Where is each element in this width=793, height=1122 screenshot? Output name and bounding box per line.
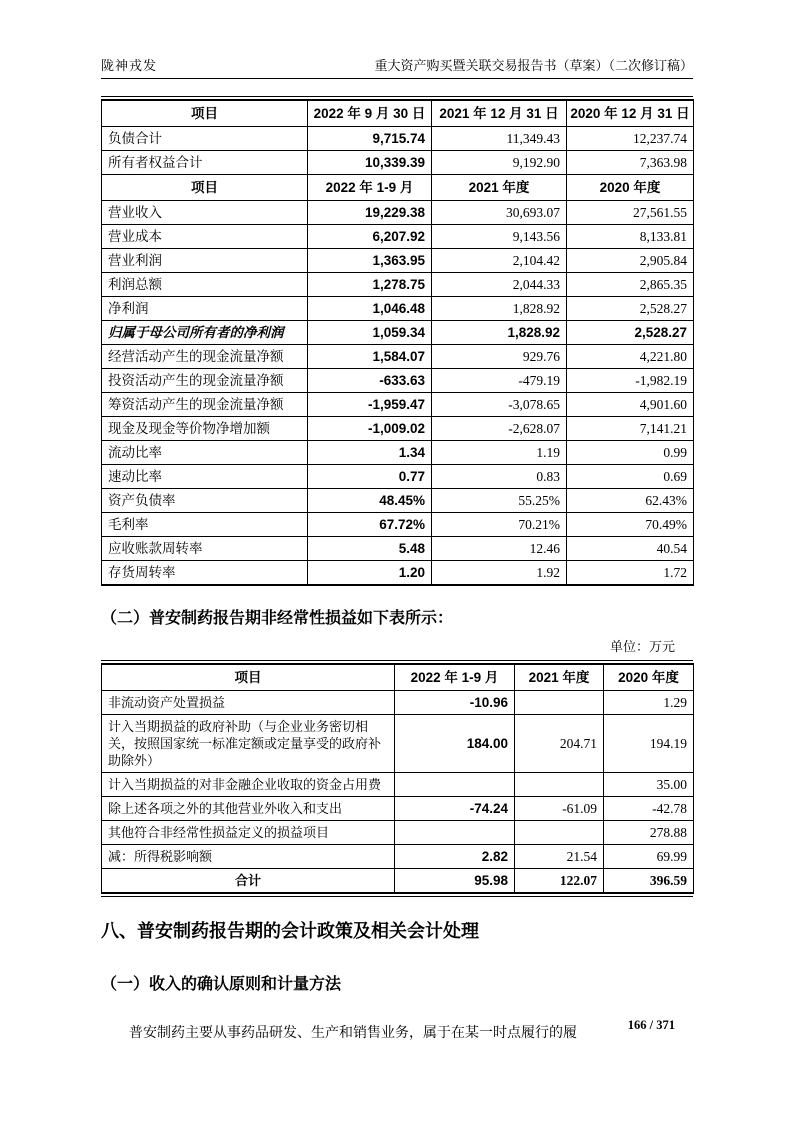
row-label: 营业利润: [102, 249, 308, 273]
value-2020: -42.78: [604, 797, 694, 821]
page-content: [101, 0, 693, 1045]
financial-summary-table: [101, 99, 694, 586]
value-2022: 1.34: [308, 441, 432, 465]
financial-summary-table-wrap: [101, 96, 693, 586]
value-2021: 1.19: [432, 441, 567, 465]
value-2020: 0.69: [567, 465, 694, 489]
table-row: [102, 441, 694, 465]
column-header-period-2020: 2020 年度: [604, 664, 694, 691]
row-label: 筹资活动产生的现金流量净额: [102, 393, 308, 417]
table-row: [102, 845, 694, 869]
page-number: 166 / 371: [627, 1018, 675, 1032]
value-2020: 2,528.27: [567, 321, 694, 345]
nonrecurring-table-wrap: [101, 660, 693, 897]
row-label: 非流动资产处置损益: [102, 691, 395, 715]
table-row: [102, 369, 694, 393]
value-2021: 70.21%: [432, 513, 567, 537]
income-header-row: [102, 175, 694, 201]
value-2022: 5.48: [308, 537, 432, 561]
value-2020: 70.49%: [567, 513, 694, 537]
value-2021: 9,143.56: [432, 225, 567, 249]
value-2022: 19,229.38: [308, 201, 432, 225]
row-label: 所有者权益合计: [102, 151, 308, 175]
value-2021: -2,628.07: [432, 417, 567, 441]
value-2020: 7,363.98: [567, 151, 694, 175]
column-header-date-2020: 2020 年 12 月 31 日: [567, 100, 694, 127]
value-2022: 1,584.07: [308, 345, 432, 369]
value-2022: -1,959.47: [308, 393, 432, 417]
value-2022: 1,046.48: [308, 297, 432, 321]
value-2022: 6,207.92: [308, 225, 432, 249]
column-header-period-2022: 2022 年 1-9 月: [395, 664, 515, 691]
table-row: [102, 561, 694, 586]
table-row: [102, 513, 694, 537]
row-label: 除上述各项之外的其他营业外收入和支出: [102, 797, 395, 821]
table-row: [102, 201, 694, 225]
value-2021: 1,828.92: [432, 321, 567, 345]
row-label: 速动比率: [102, 465, 308, 489]
table-row: [102, 297, 694, 321]
value-2020: 278.88: [604, 821, 694, 845]
row-label: 资产负债率: [102, 489, 308, 513]
value-2020: 4,221.80: [567, 345, 694, 369]
value-2020: 1.72: [567, 561, 694, 586]
row-label: 营业收入: [102, 201, 308, 225]
parent-net-profit-row: [102, 321, 694, 345]
value-2020: 194.19: [604, 715, 694, 773]
table-row: [102, 537, 694, 561]
value-2020: 40.54: [567, 537, 694, 561]
value-2020: 35.00: [604, 773, 694, 797]
row-label: 应收账款周转率: [102, 537, 308, 561]
value-2020: 62.43%: [567, 489, 694, 513]
section-heading-revenue-recognition: （一）收入的确认原则和计量方法: [101, 976, 342, 993]
table-row: [102, 393, 694, 417]
table-row: [102, 273, 694, 297]
row-label: 其他符合非经常性损益定义的损益项目: [102, 821, 395, 845]
table-row: [102, 465, 694, 489]
value-2021: 2,044.33: [432, 273, 567, 297]
value-2022: 0.77: [308, 465, 432, 489]
value-2021: 21.54: [515, 845, 604, 869]
row-label: 毛利率: [102, 513, 308, 537]
row-label: 存货周转率: [102, 561, 308, 586]
value-2021: 2,104.42: [432, 249, 567, 273]
total-row: [102, 869, 694, 894]
value-2022: [395, 821, 515, 845]
balance-header-row: [102, 100, 694, 127]
body-paragraph: 普安制药主要从事药品研发、生产和销售业务，属于在某一时点履行的履: [129, 1026, 577, 1041]
column-header-item: 项目: [102, 175, 308, 201]
document-title: 重大资产购买暨关联交易报告书（草案）（二次修订稿）: [374, 58, 693, 73]
table-row: [102, 691, 694, 715]
value-2022: 48.45%: [308, 489, 432, 513]
column-header-period-2021: 2021 年度: [432, 175, 567, 201]
column-header-date-2022: 2022 年 9 月 30 日: [308, 100, 432, 127]
value-2021: 30,693.07: [432, 201, 567, 225]
value-2021: 204.71: [515, 715, 604, 773]
value-2021: [515, 691, 604, 715]
value-2020: 27,561.55: [567, 201, 694, 225]
value-2021: 55.25%: [432, 489, 567, 513]
column-header-item: 项目: [102, 664, 395, 691]
row-label: 减：所得税影响额: [102, 845, 395, 869]
value-2020: 12,237.74: [567, 127, 694, 151]
total-label: 合计: [102, 869, 395, 894]
value-2020: 4,901.60: [567, 393, 694, 417]
value-2021: 9,192.90: [432, 151, 567, 175]
value-2021: 1.92: [432, 561, 567, 586]
table-row: [102, 773, 694, 797]
row-label: 经营活动产生的现金流量净额: [102, 345, 308, 369]
value-2021: 929.76: [432, 345, 567, 369]
value-2022: -10.96: [395, 691, 515, 715]
column-header-period-2021: 2021 年度: [515, 664, 604, 691]
value-2021: -3,078.65: [432, 393, 567, 417]
column-header-period-2020: 2020 年度: [567, 175, 694, 201]
value-2022: 1.20: [308, 561, 432, 586]
nonrecurring-table: [101, 663, 694, 894]
row-label: 净利润: [102, 297, 308, 321]
value-2021: 1,828.92: [432, 297, 567, 321]
row-label: 现金及现金等价物净增加额: [102, 417, 308, 441]
value-2020: -1,982.19: [567, 369, 694, 393]
section-heading-nonrecurring: （二）普安制药报告期非经常性损益如下表所示：: [101, 610, 454, 627]
row-label: 利润总额: [102, 273, 308, 297]
value-2020: 8,133.81: [567, 225, 694, 249]
value-2021: -61.09: [515, 797, 604, 821]
value-2022: 9,715.74: [308, 127, 432, 151]
table-row: [102, 151, 694, 175]
value-2022: 184.00: [395, 715, 515, 773]
value-2021: 12.46: [432, 537, 567, 561]
company-name: 陇神戎发: [101, 58, 158, 73]
value-2020: 1.29: [604, 691, 694, 715]
value-2021: 0.83: [432, 465, 567, 489]
table-row: [102, 345, 694, 369]
table-row: [102, 821, 694, 845]
value-2021: [515, 821, 604, 845]
value-2022: 1,059.34: [308, 321, 432, 345]
value-2020: 69.99: [604, 845, 694, 869]
value-2022: 1,278.75: [308, 273, 432, 297]
table-row: [102, 127, 694, 151]
value-2022: 1,363.95: [308, 249, 432, 273]
value-2021: 122.07: [515, 869, 604, 894]
value-2020: 0.99: [567, 441, 694, 465]
row-label: 投资活动产生的现金流量净额: [102, 369, 308, 393]
running-header: [101, 0, 693, 79]
row-label: 营业成本: [102, 225, 308, 249]
column-header-date-2021: 2021 年 12 月 31 日: [432, 100, 567, 127]
value-2022: -633.63: [308, 369, 432, 393]
value-2020: 2,905.84: [567, 249, 694, 273]
table-row: [102, 249, 694, 273]
table-row: [102, 225, 694, 249]
table-row: [102, 417, 694, 441]
value-2022: 2.82: [395, 845, 515, 869]
value-2022: 67.72%: [308, 513, 432, 537]
row-label: 计入当期损益的政府补助（与企业业务密切相关，按照国家统一标准定额或定量享受的政府补助除外）: [102, 715, 395, 773]
row-label: 归属于母公司所有者的净利润: [102, 321, 308, 345]
value-2022: -1,009.02: [308, 417, 432, 441]
value-2021: -479.19: [432, 369, 567, 393]
row-label: 负债合计: [102, 127, 308, 151]
value-2020: 2,865.35: [567, 273, 694, 297]
value-2022: 95.98: [395, 869, 515, 894]
unit-label: 单位：万元: [609, 639, 675, 654]
chapter-heading-accounting-policies: 八、普安制药报告期的会计政策及相关会计处理: [101, 921, 479, 941]
value-2020: 7,141.21: [567, 417, 694, 441]
value-2021: 11,349.43: [432, 127, 567, 151]
table-row: [102, 489, 694, 513]
table-row: [102, 797, 694, 821]
value-2022: -74.24: [395, 797, 515, 821]
value-2022: 10,339.39: [308, 151, 432, 175]
value-2021: [515, 773, 604, 797]
column-header-period-2022: 2022 年 1-9 月: [308, 175, 432, 201]
row-label: 流动比率: [102, 441, 308, 465]
nonrecurring-header-row: [102, 664, 694, 691]
row-label: 计入当期损益的对非金融企业收取的资金占用费: [102, 773, 395, 797]
table-row: [102, 715, 694, 773]
value-2020: 2,528.27: [567, 297, 694, 321]
value-2022: [395, 773, 515, 797]
value-2020: 396.59: [604, 869, 694, 894]
column-header-item: 项目: [102, 100, 308, 127]
